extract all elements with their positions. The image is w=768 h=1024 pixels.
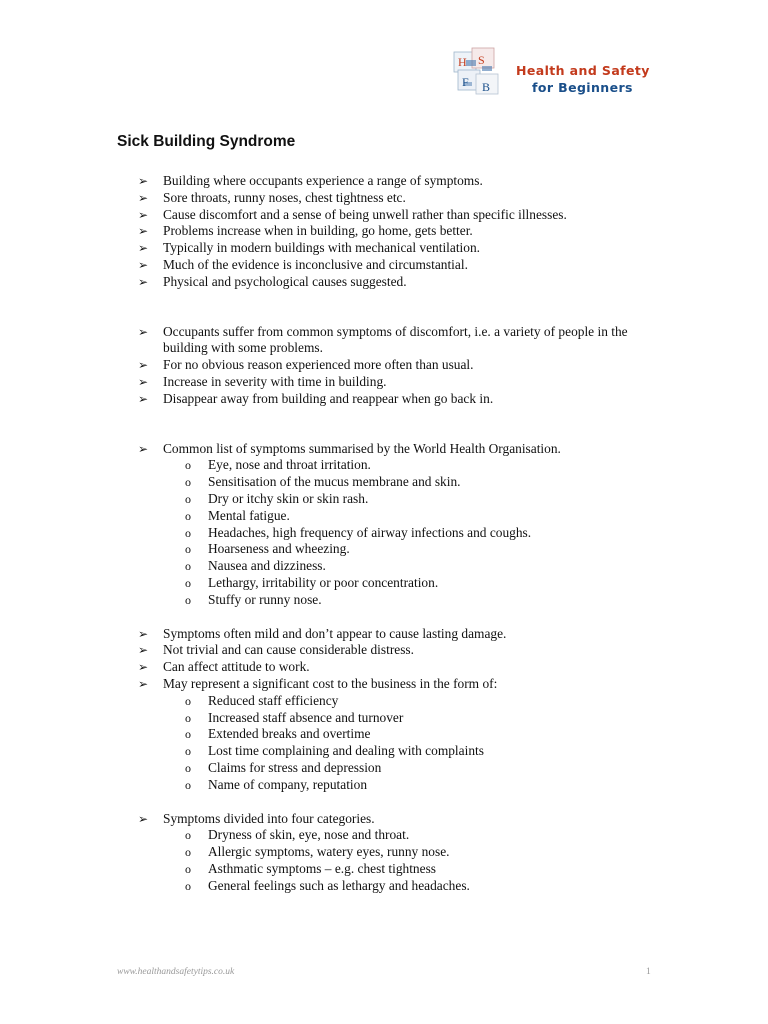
- bullet-item: [138, 207, 638, 224]
- sub-list-text: Mental fatigue.: [208, 507, 290, 523]
- circle-bullet-icon: o: [185, 525, 191, 540]
- section-spacer: [138, 794, 638, 811]
- arrow-bullet-icon: ➢: [138, 274, 149, 289]
- circle-bullet-icon: o: [185, 828, 191, 843]
- logo-line1: Health and Safety: [516, 63, 650, 78]
- bullet-text: Building where occupants experience a range of symptoms.: [163, 173, 483, 188]
- bullet-text: Occupants suffer from common symptoms of discomfort, i.e. a variety of people in the building with some problems.: [163, 323, 628, 356]
- page-number: 1: [646, 967, 651, 977]
- sub-list: [138, 827, 638, 894]
- sub-list-item: [138, 726, 638, 743]
- sub-list-text: Dryness of skin, eye, nose and throat.: [208, 827, 410, 843]
- arrow-bullet-icon: ➢: [138, 224, 149, 239]
- bullet-item: [138, 642, 638, 659]
- bullet-text: Problems increase when in building, go home, gets better.: [163, 223, 473, 239]
- bullet-item: [138, 223, 638, 240]
- sub-list-item: [138, 743, 638, 760]
- sub-list-text: Hoarseness and wheezing.: [208, 541, 350, 557]
- arrow-bullet-icon: ➢: [138, 660, 149, 675]
- circle-bullet-icon: o: [185, 508, 191, 523]
- arrow-bullet-icon: ➢: [138, 174, 149, 188]
- sub-list-text: Lost time complaining and dealing with complaints: [208, 743, 484, 759]
- circle-bullet-icon: o: [185, 845, 191, 860]
- arrow-bullet-icon: ➢: [138, 207, 149, 222]
- sub-list-text: Allergic symptoms, watery eyes, runny nose.: [208, 844, 450, 860]
- circle-bullet-icon: o: [185, 861, 191, 876]
- circle-bullet-icon: o: [185, 727, 191, 742]
- sub-list: [138, 693, 638, 794]
- bullet-item: [138, 626, 638, 643]
- logo-cube-icon: [452, 44, 514, 100]
- sub-list: [138, 457, 638, 608]
- arrow-bullet-icon: ➢: [138, 441, 149, 456]
- bullet-text: Increase in severity with time in building.: [163, 373, 387, 389]
- bullet-item: [138, 374, 638, 391]
- sub-list-item: [138, 575, 638, 592]
- logo-line2: for Beginners: [532, 80, 633, 95]
- bullet-item: [138, 173, 638, 190]
- logo-letter-f: F: [462, 75, 469, 89]
- sub-list-text: Sensitisation of the mucus membrane and skin.: [208, 474, 461, 490]
- footer-url[interactable]: www.healthandsafetytips.co.uk: [117, 967, 235, 977]
- circle-bullet-icon: o: [185, 475, 191, 490]
- sub-list-text: Nausea and dizziness.: [208, 558, 326, 574]
- sub-list-item: [138, 592, 638, 609]
- sub-list-text: Lethargy, irritability or poor concentration.: [208, 574, 439, 590]
- sub-list-text: General feelings such as lethargy and headaches.: [208, 877, 470, 893]
- sub-list-text: Increased staff absence and turnover: [208, 709, 404, 725]
- bullet-text: Disappear away from building and reappear when go back in.: [163, 390, 494, 406]
- circle-bullet-icon: o: [185, 777, 191, 792]
- circle-bullet-icon: o: [185, 491, 191, 506]
- logo-letter-h: H: [458, 55, 467, 69]
- logo-letter-b: B: [482, 80, 491, 94]
- bullet-text: Common list of symptoms summarised by the World Health Organisation.: [163, 440, 561, 456]
- sub-list-item: [138, 710, 638, 727]
- arrow-bullet-icon: ➢: [138, 241, 149, 256]
- bullet-item: [138, 441, 638, 458]
- circle-bullet-icon: o: [185, 458, 191, 473]
- bullet-item: [138, 676, 638, 693]
- bullet-item: [138, 357, 638, 374]
- bullet-text: Symptoms often mild and don’t appear to cause lasting damage.: [163, 625, 507, 641]
- section-spacer: [138, 408, 638, 441]
- section-spacer: [138, 291, 638, 324]
- bullet-item: [138, 811, 638, 828]
- sub-list-text: Claims for stress and depression: [208, 759, 382, 775]
- circle-bullet-icon: o: [185, 878, 191, 893]
- circle-bullet-icon: o: [185, 592, 191, 607]
- circle-bullet-icon: o: [185, 710, 191, 725]
- arrow-bullet-icon: ➢: [138, 626, 149, 641]
- sub-list-item: [138, 760, 638, 777]
- sub-list-item: [138, 457, 638, 474]
- arrow-bullet-icon: ➢: [138, 811, 149, 826]
- arrow-bullet-icon: ➢: [138, 676, 149, 691]
- sub-list-item: [138, 693, 638, 710]
- bullet-item: [138, 659, 638, 676]
- circle-bullet-icon: o: [185, 744, 191, 759]
- sub-list-text: Asthmatic symptoms – e.g. chest tightness: [208, 860, 436, 876]
- bullet-text: May represent a significant cost to the business in the form of:: [163, 675, 498, 691]
- arrow-bullet-icon: ➢: [138, 190, 149, 205]
- bullet-item: [138, 240, 638, 257]
- sub-list-item: [138, 541, 638, 558]
- bullet-text: For no obvious reason experienced more often than usual.: [163, 357, 474, 373]
- bullet-text: Can affect attitude to work.: [163, 659, 310, 675]
- arrow-bullet-icon: ➢: [138, 391, 149, 406]
- sub-list-item: [138, 491, 638, 508]
- sub-list-item: [138, 474, 638, 491]
- arrow-bullet-icon: ➢: [138, 374, 149, 389]
- sub-list-text: Headaches, high frequency of airway infections and coughs.: [208, 524, 532, 540]
- logo-letter-s: S: [478, 53, 485, 67]
- arrow-bullet-icon: ➢: [138, 643, 149, 658]
- bullet-text: Much of the evidence is inconclusive and circumstantial.: [163, 256, 468, 272]
- section-spacer: [138, 609, 638, 626]
- bullet-text: Cause discomfort and a sense of being unwell rather than specific illnesses.: [163, 206, 567, 222]
- sub-list-item: [138, 861, 638, 878]
- arrow-bullet-icon: ➢: [138, 257, 149, 272]
- sub-list-text: Dry or itchy skin or skin rash.: [208, 490, 369, 506]
- bullet-item: [138, 257, 638, 274]
- bullet-text: Sore throats, runny noses, chest tightness etc.: [163, 189, 406, 205]
- bullet-text: Physical and psychological causes suggested.: [163, 273, 407, 289]
- sub-list-item: [138, 878, 638, 895]
- bullet-section: [138, 441, 638, 609]
- sub-list-item: [138, 525, 638, 542]
- brand-logo: [452, 44, 662, 102]
- circle-bullet-icon: o: [185, 575, 191, 590]
- bullet-section: [138, 811, 638, 895]
- sub-list-text: Eye, nose and throat irritation.: [208, 457, 371, 473]
- circle-bullet-icon: o: [185, 559, 191, 574]
- arrow-bullet-icon: ➢: [138, 358, 149, 373]
- sub-list-item: [138, 777, 638, 794]
- page-title: Sick Building Syndrome: [117, 133, 296, 150]
- circle-bullet-icon: o: [185, 693, 191, 708]
- sub-list-text: Name of company, reputation: [208, 776, 368, 792]
- bullet-section: [138, 173, 638, 291]
- bullet-text: Typically in modern buildings with mechanical ventilation.: [163, 240, 481, 256]
- arrow-bullet-icon: ➢: [138, 324, 149, 339]
- sub-list-text: Stuffy or runny nose.: [208, 591, 322, 607]
- sub-list-item: [138, 827, 638, 844]
- bullet-item: [138, 274, 638, 291]
- circle-bullet-icon: o: [185, 542, 191, 557]
- sub-list-item: [138, 558, 638, 575]
- bullet-text: Not trivial and can cause considerable distress.: [163, 642, 414, 658]
- bullet-item: [138, 391, 638, 408]
- circle-bullet-icon: o: [185, 760, 191, 775]
- bullet-section: [138, 626, 638, 794]
- sub-list-item: [138, 844, 638, 861]
- bullet-text: Symptoms divided into four categories.: [163, 810, 375, 826]
- bullet-item: [138, 190, 638, 207]
- bullet-item: [138, 324, 638, 358]
- sub-list-item: [138, 508, 638, 525]
- sub-list-text: Reduced staff efficiency: [208, 692, 339, 708]
- sub-list-text: Extended breaks and overtime: [208, 726, 371, 742]
- document-body: [138, 173, 638, 894]
- bullet-section: [138, 324, 638, 408]
